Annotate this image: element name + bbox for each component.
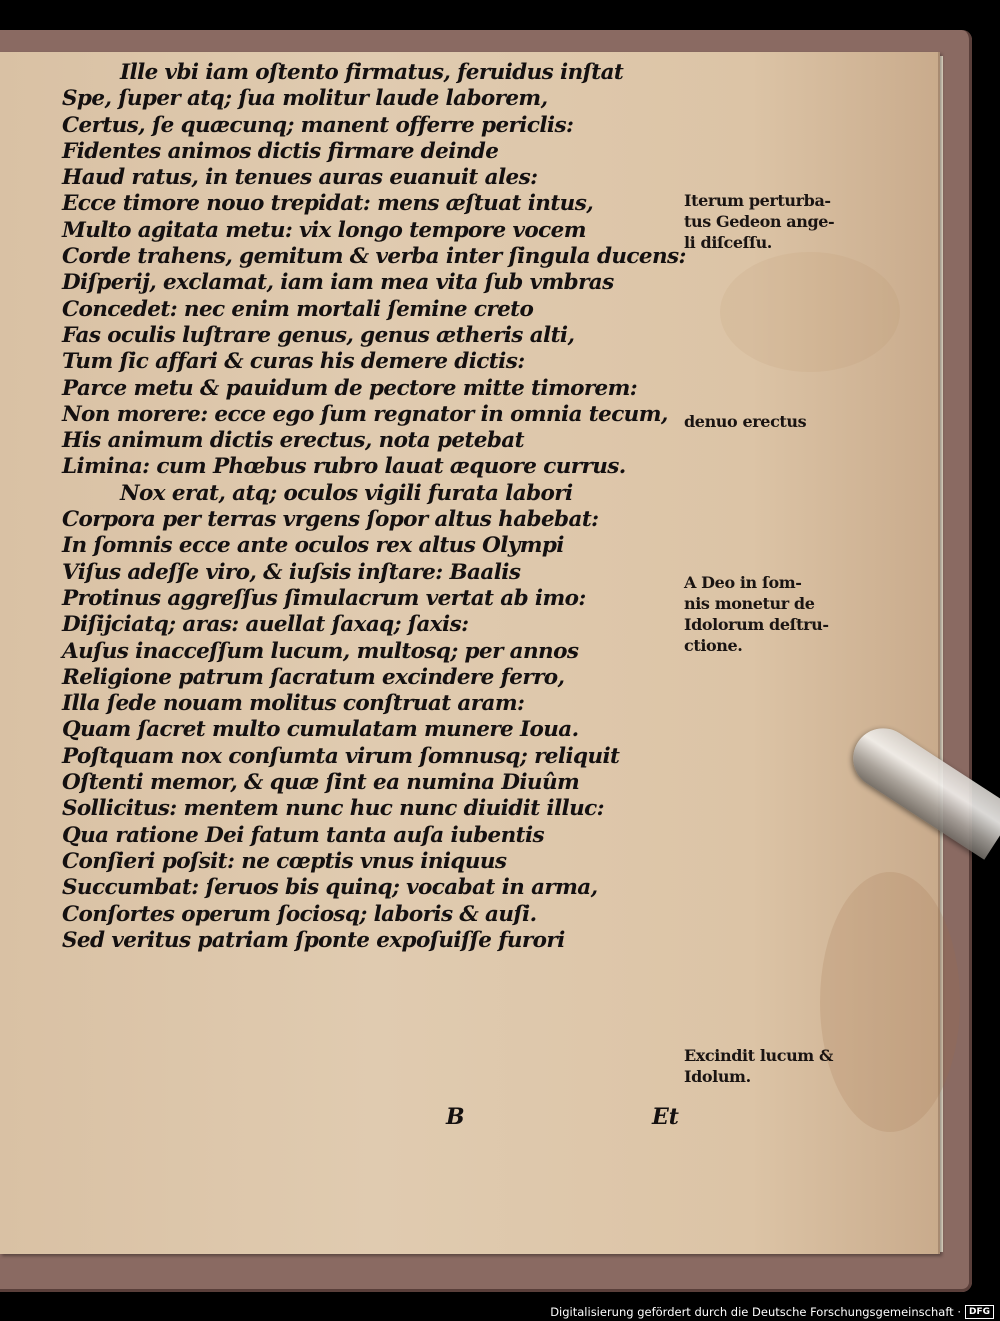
margin-note-line: Excindit lucum & (684, 1046, 834, 1065)
verse-line: Fidentes animos dictis firmare deinde (62, 138, 499, 164)
verse-line: Sollicitus: mentem nunc huc nunc diuidit illuc: (62, 796, 604, 822)
verse-line: Haud ratus, in tenues auras euanuit ales: (62, 165, 538, 191)
verse-line: Spe, ſuper atq; ſua molitur laude laborem, (62, 86, 548, 112)
verse-line: Auſus inacceſſum lucum, multosq; per annos (62, 638, 579, 664)
verse-line: Conſortes operum ſociosq; laboris & auſi. (62, 901, 537, 927)
verse-line: Ecce timore nouo trepidat: mens æſtuat intus, (62, 191, 594, 217)
verse-line: Parce metu & pauidum de pectore mitte timorem: (62, 375, 638, 401)
margin-note-line: Idolum. (684, 1067, 751, 1086)
verse-line: Limina: cum Phœbus rubro lauat æquore currus. (62, 454, 626, 480)
margin-note-line: nis monetur de (684, 594, 815, 613)
signature-mark: B (446, 1104, 465, 1130)
verse-line: Corpora per terras vrgens ſopor altus habebat: (62, 507, 599, 533)
verse-line: Fas oculis luſtrare genus, genus ætheris alti, (62, 322, 575, 348)
verse-line: Sed veritus patriam ſponte expoſuiſſe furori (62, 927, 565, 953)
verse-line: Quam ſacret multo cumulatam munere Ioua. (62, 717, 579, 743)
margin-note-perturbatus (684, 190, 854, 253)
margin-note-erectus (684, 411, 854, 432)
footer-separator: · (953, 1304, 961, 1319)
margin-note-excindit (684, 1045, 854, 1087)
verse-line: Protinus aggreſſus ſimulacrum vertat ab imo: (62, 585, 586, 611)
verse-line: Oſtenti memor, & quæ ſint ea numina Diuûm (62, 770, 580, 796)
verse-line: Qua ratione Dei fatum tanta auſa iubentis (62, 822, 545, 848)
verse-line: Succumbat: ſeruos bis quinq; vocabat in arma, (62, 875, 598, 901)
verse-line: Conſieri poſsit: ne cœptis vnus iniquus (62, 848, 507, 874)
verse-line: Diſijciatq; aras: auellat ſaxaq; ſaxis: (62, 612, 469, 638)
digitization-footer (550, 1302, 994, 1321)
verse-line: Religione patrum ſacratum excindere ferro, (62, 664, 565, 690)
margin-note-line: Idolorum deſtru- (684, 615, 829, 634)
verse-line: Certus, ſe quæcunq; manent offerre periclis: (62, 112, 574, 138)
margin-note-line: A Deo in ſom- (684, 573, 802, 592)
verse-line: Ille vbi iam oſtento firmatus, feruidus inſtat (120, 60, 624, 85)
verse-line: Tum ſic affari & curas his demere dictis: (62, 349, 525, 375)
paper-stain (820, 872, 960, 1132)
verse-line: Illa ſede nouam molitus conſtruat aram: (62, 691, 525, 717)
verse-line: His animum dictis erectus, nota petebat (62, 428, 524, 454)
margin-note-line: tus Gedeon ange- (684, 212, 835, 231)
footer-text: Digitalisierung gefördert durch die Deutsche Forschungsgemeinschaft (550, 1304, 954, 1319)
dfg-logo: DFG (965, 1305, 994, 1319)
margin-note-somnis (684, 572, 854, 656)
verse-text (62, 60, 686, 954)
verse-line: Diſperij, exclamat, iam iam mea vita ſub vmbras (62, 270, 614, 296)
margin-note-line: Iterum perturba- (684, 191, 831, 210)
verse-line: Non morere: ecce ego ſum regnator in omnia tecum, (62, 401, 668, 427)
catchword: Et (652, 1104, 679, 1130)
verse-line: Concedet: nec enim mortali ſemine creto (62, 296, 534, 322)
margin-note-line: li diſceſſu. (684, 233, 772, 252)
paper-stain (720, 252, 900, 372)
verse-line: Corde trahens, gemitum & verba inter ſingula ducens: (62, 244, 686, 270)
verse-line: In ſomnis ecce ante oculos rex altus Olympi (62, 533, 564, 559)
verse-line: Nox erat, atq; oculos vigili furata labori (120, 480, 573, 506)
verse-line: Multo agitata metu: vix longo tempore vocem (62, 217, 586, 243)
verse-line: Poſtquam nox conſumta virum ſomnusq; reliquit (62, 743, 620, 769)
verse-line: Viſus adeſſe viro, & iuſsis inſtare: Baalis (62, 559, 521, 585)
margin-note-line: denuo erectus (684, 412, 807, 431)
margin-note-line: ctione. (684, 636, 743, 655)
